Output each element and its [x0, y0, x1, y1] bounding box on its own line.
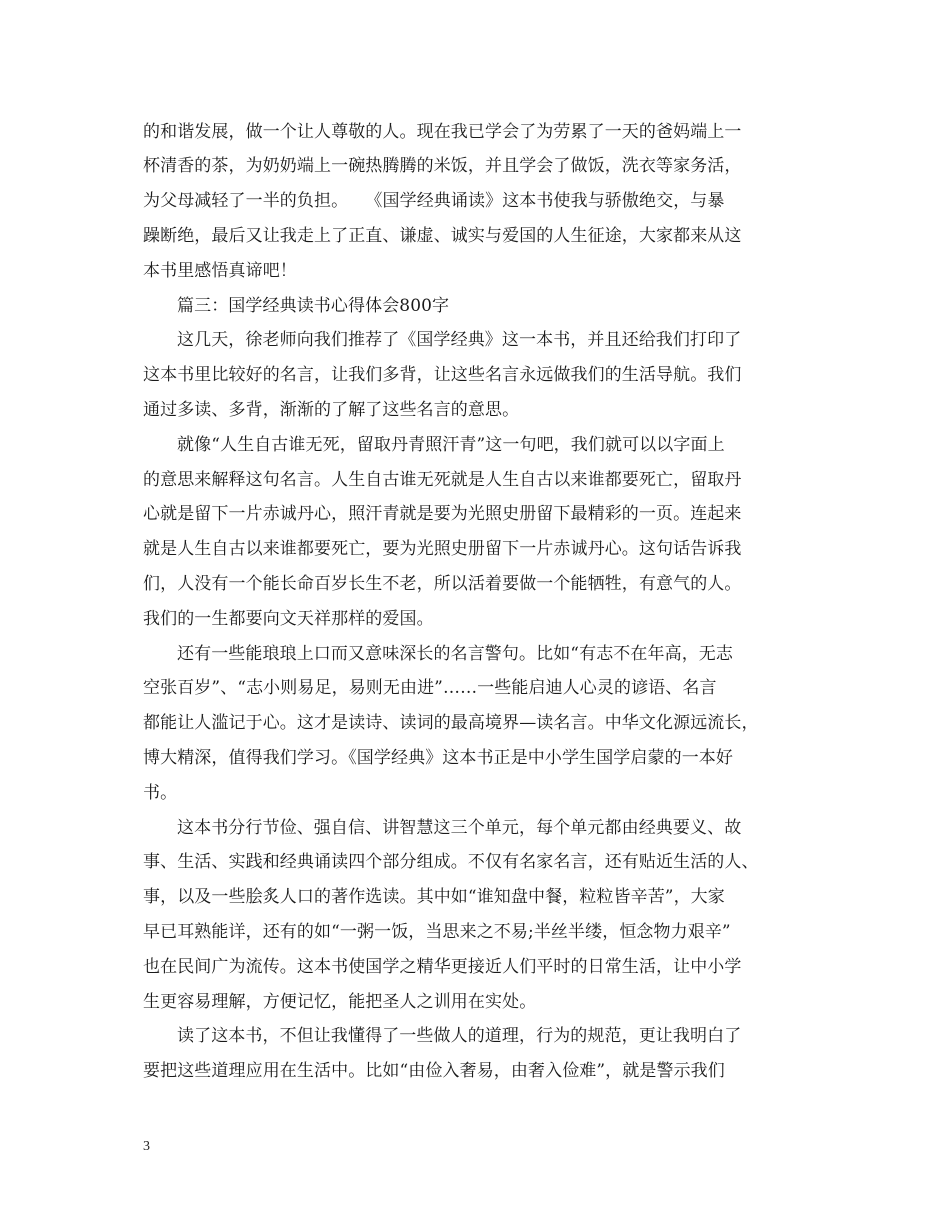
text-line: 躁断绝，最后又让我走上了正直、谦虚、诚实与爱国的人生征途，大家都来从这: [143, 226, 742, 246]
text-line: 的和谐发展，做一个让人尊敬的人。现在我已学会了为劳累了一天的爸妈端上一: [143, 122, 742, 142]
text-line: 早已耳熟能详，还有的如“一粥一饭，当思来之不易;半丝半缕，恒念物力艰辛”: [143, 922, 731, 942]
text-line: 这本书分行节俭、强自信、讲智慧这三个单元，每个单元都由经典要义、故: [177, 818, 742, 838]
text-line: 事，以及一些脍炙人口的著作选读。其中如“谁知盘中餐，粒粒皆辛苦”，大家: [143, 887, 725, 907]
text-line: 就像“人生自古谁无死，留取丹青照汗青”这一句吧，我们就可以以字面上: [177, 435, 725, 455]
text-line: 通过多读、多背，渐渐的了解了这些名言的意思。: [143, 400, 520, 420]
text-line: 这几天，徐老师向我们推荐了《国学经典》这一本书，并且还给我们打印了: [177, 330, 742, 350]
text-line: 生更容易理解，方便记忆，能把圣人之训用在实处。: [143, 992, 537, 1012]
text-line: 都能让人滥记于心。这才是读诗、读词的最高境界—读名言。中华文化源远流长，: [143, 713, 759, 733]
text-line: 这本书里比较好的名言，让我们多背，让这些名言永远做我们的生活导航。我们: [143, 365, 742, 385]
section-heading: 篇三：国学经典读书心得体会800字: [177, 296, 450, 316]
text-line: 空张百岁”、“志小则易足，易则无由进”……一些能启迪人心灵的谚语、名言: [143, 678, 717, 698]
text-line: 本书里感悟真谛吧！: [143, 261, 297, 281]
text-line: 的意思来解释这句名言。人生自古谁无死就是人生自古以来谁都要死亡，留取丹: [143, 470, 742, 490]
text-line: 还有一些能琅琅上口而又意味深长的名言警句。比如“有志不在年高，无志: [177, 644, 733, 664]
text-line: 就是人生自古以来谁都要死亡，要为光照史册留下一片赤诚丹心。这句话告诉我: [143, 539, 742, 559]
page-number: 3: [143, 1139, 150, 1154]
text-line: 博大精深，值得我们学习。《国学经典》这本书正是中小学生国学启蒙的一本好: [143, 748, 733, 768]
text-line: 读了这本书，不但让我懂得了一些做人的道理，行为的规范，更让我明白了: [177, 1026, 742, 1046]
text-line: 们，人没有一个能长命百岁长生不老，所以活着要做一个能牺牲，有意气的人。: [143, 574, 742, 594]
text-line: 为父母减轻了一半的负担。 《国学经典诵读》这本书使我与骄傲绝交，与暴: [143, 191, 725, 211]
text-line: 心就是留下一片赤诚丹心，照汗青就是要为光照史册留下最精彩的一页。连起来: [143, 504, 742, 524]
text-line: 书。: [143, 783, 178, 803]
text-line: 要把这些道理应用在生活中。比如“由俭入奢易，由奢入俭难”，就是警示我们: [143, 1061, 725, 1081]
text-line: 杯清香的茶，为奶奶端上一碗热腾腾的米饭，并且学会了做饭，洗衣等家务活，: [143, 156, 742, 176]
text-line: 事、生活、实践和经典诵读四个部分组成。不仅有名家名言，还有贴近生活的人、: [143, 852, 759, 872]
text-line: 我们的一生都要向文天祥那样的爱国。: [143, 609, 434, 629]
text-line: 也在民间广为流传。这本书使国学之精华更接近人们平时的日常生活，让中小学: [143, 957, 742, 977]
